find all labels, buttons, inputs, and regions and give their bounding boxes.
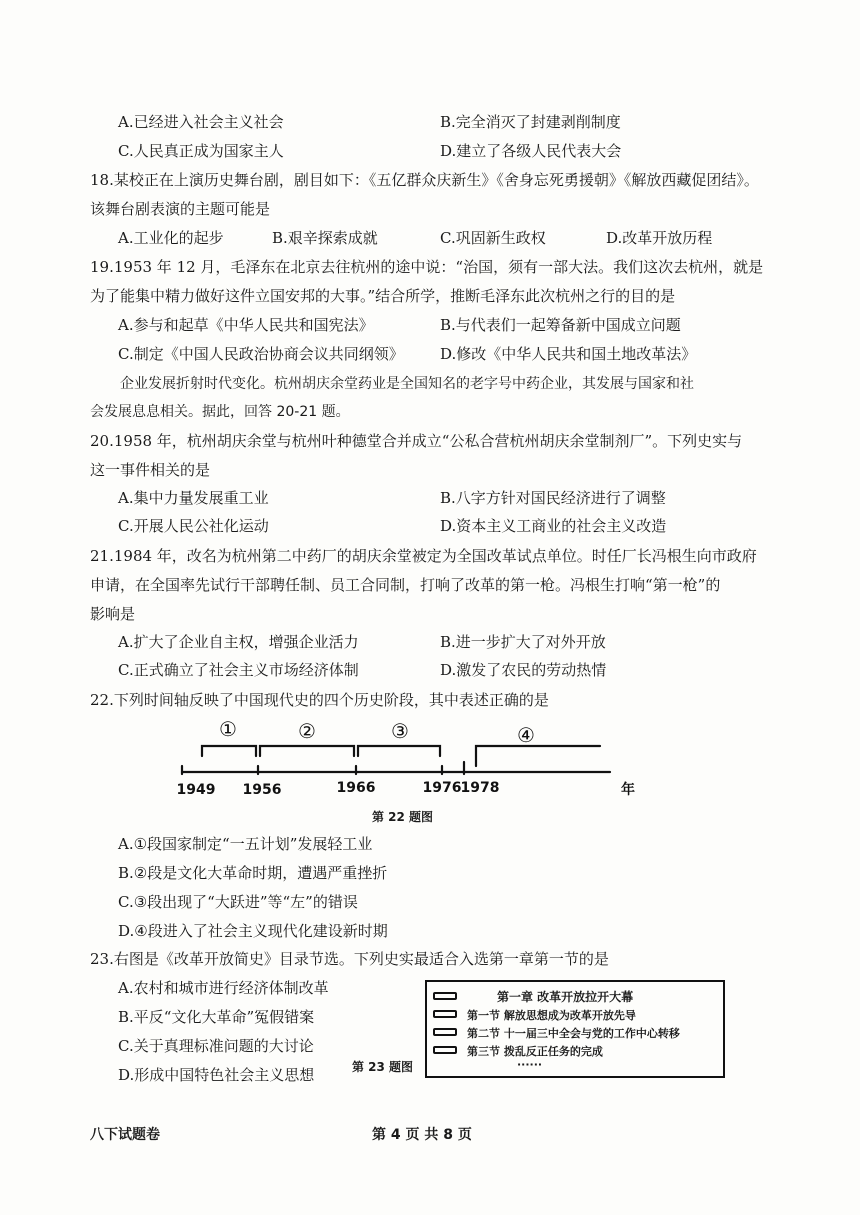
q23-option-d: D.形成中国特色社会主义思想 — [118, 1066, 315, 1084]
timeline-figure — [170, 712, 650, 802]
q21-option-c: C.正式确立了社会主义市场经济体制 — [118, 661, 359, 679]
q21-stem-line1: 21.1984 年，改名为杭州第二中药厂的胡庆余堂被定为全国改革试点单位。时任厂长冯根生向市政府 — [90, 547, 757, 565]
stage-label-4: ④ — [517, 723, 535, 747]
q18-option-a: A.工业化的起步 — [118, 229, 224, 247]
q21-stem-line2: 申请，在全国率先试行干部聘任制、员工合同制，打响了改革的第一枪。冯根生打响“第一枪”的 — [90, 576, 721, 594]
year-1966: 1966 — [336, 780, 376, 796]
q18-option-c: C.巩固新生政权 — [440, 229, 546, 247]
q20-option-b: B.八字方针对国民经济进行了调整 — [440, 489, 666, 507]
toc-bullet-icon — [433, 1010, 457, 1018]
toc-section-1: 第一节 解放思想成为改革开放先导 — [467, 1009, 636, 1022]
q17-option-c: C.人民真正成为国家主人 — [118, 142, 284, 160]
stage-label-2: ② — [298, 719, 316, 743]
toc-bullet-icon — [433, 1028, 457, 1036]
stage-label-3: ③ — [391, 719, 409, 743]
toc-excerpt-box — [425, 980, 725, 1078]
passage-line2: 会发展息息相关。据此，回答 20-21 题。 — [90, 404, 350, 420]
stage-bracket-2 — [260, 746, 354, 756]
q18-option-b: B.艰辛探索成就 — [272, 229, 378, 247]
q20-option-a: A.集中力量发展重工业 — [118, 489, 269, 507]
q22-option-b: B.②段是文化大革命时期，遭遇严重挫折 — [118, 864, 388, 882]
footer-exam-name: 八下试题卷 — [90, 1127, 160, 1143]
q23-option-c: C.关于真理标准问题的大讨论 — [118, 1037, 314, 1055]
q22-stem: 22.下列时间轴反映了中国现代史的四个历史阶段，其中表述正确的是 — [90, 691, 549, 709]
toc-bullet-icon — [433, 992, 457, 1000]
year-1949: 1949 — [176, 782, 216, 798]
q22-option-c: C.③段出现了“大跃进”等“左”的错误 — [118, 893, 358, 911]
q22-option-a: A.①段国家制定“一五计划”发展轻工业 — [118, 835, 373, 853]
toc-ellipsis: ······ — [517, 1058, 543, 1071]
toc-bullet-icon — [433, 1046, 457, 1054]
footer-page-number: 第 4 页 共 8 页 — [372, 1127, 472, 1143]
q19-option-a: A.参与和起草《中华人民共和国宪法》 — [118, 316, 374, 334]
q21-option-b: B.进一步扩大了对外开放 — [440, 633, 606, 651]
stage-bracket-4 — [476, 746, 600, 766]
toc-chapter: 第一章 改革开放拉开大幕 — [497, 990, 634, 1004]
q18-option-d: D.改革开放历程 — [606, 229, 713, 247]
q17-option-b: B.完全消灭了封建剥削制度 — [440, 113, 621, 131]
q19-stem-line2: 为了能集中精力做好这件立国安邦的大事。”结合所学，推断毛泽东此次杭州之行的目的是 — [90, 287, 676, 305]
q21-option-a: A.扩大了企业自主权，增强企业活力 — [118, 633, 359, 651]
q21-stem-line3: 影响是 — [90, 605, 136, 623]
year-1978: 1978 — [460, 780, 500, 796]
q23-option-b: B.平反“文化大革命”冤假错案 — [118, 1008, 315, 1026]
q20-stem-line2: 这一事件相关的是 — [90, 461, 211, 479]
q22-option-d: D.④段进入了社会主义现代化建设新时期 — [118, 922, 388, 940]
q19-option-b: B.与代表们一起筹备新中国成立问题 — [440, 316, 681, 334]
q23-caption: 第 23 题图 — [352, 1060, 414, 1074]
q22-caption: 第 22 题图 — [372, 810, 434, 824]
q23-stem: 23.右图是《改革开放简史》目录节选。下列史实最适合入选第一章第一节的是 — [90, 950, 609, 968]
q17-option-d: D.建立了各级人民代表大会 — [440, 142, 622, 160]
q20-stem-line1: 20.1958 年，杭州胡庆余堂与杭州叶种德堂合并成立“公私合营杭州胡庆余堂制剂厂”。下列史实与 — [90, 432, 743, 450]
q18-stem-line2: 该舞台剧表演的主题可能是 — [90, 200, 271, 218]
q21-option-d: D.激发了农民的劳动热情 — [440, 661, 607, 679]
passage-line1: 企业发展折射时代变化。杭州胡庆余堂药业是全国知名的老字号中药企业，其发展与国家和社 — [120, 376, 694, 392]
year-1956: 1956 — [242, 782, 282, 798]
toc-section-2: 第二节 十一届三中全会与党的工作中心转移 — [467, 1027, 680, 1040]
stage-bracket-3 — [358, 746, 440, 756]
q23-option-a: A.农村和城市进行经济体制改革 — [118, 979, 329, 997]
stage-bracket-1 — [202, 746, 256, 756]
stage-label-1: ① — [219, 717, 237, 741]
q19-option-c: C.制定《中国人民政治协商会议共同纲领》 — [118, 345, 404, 363]
q17-option-a: A.已经进入社会主义社会 — [118, 113, 284, 131]
q20-option-d: D.资本主义工商业的社会主义改造 — [440, 517, 667, 535]
q20-option-c: C.开展人民公社化运动 — [118, 517, 269, 535]
q19-option-d: D.修改《中华人民共和国土地改革法》 — [440, 345, 697, 363]
q19-stem-line1: 19.1953 年 12 月，毛泽东在北京去往杭州的途中说：“治国，须有一部大法。我们这次去杭州，就是 — [90, 258, 764, 276]
year-1976: 1976 — [422, 780, 462, 796]
toc-section-3: 第三节 拨乱反正任务的完成 — [467, 1045, 603, 1058]
q18-stem-line1: 18.某校正在上演历史舞台剧，剧目如下：《五亿群众庆新生》《舍身忘死勇援朝》《解放西藏促团结》。 — [90, 171, 759, 189]
timeline-unit: 年 — [621, 782, 635, 798]
